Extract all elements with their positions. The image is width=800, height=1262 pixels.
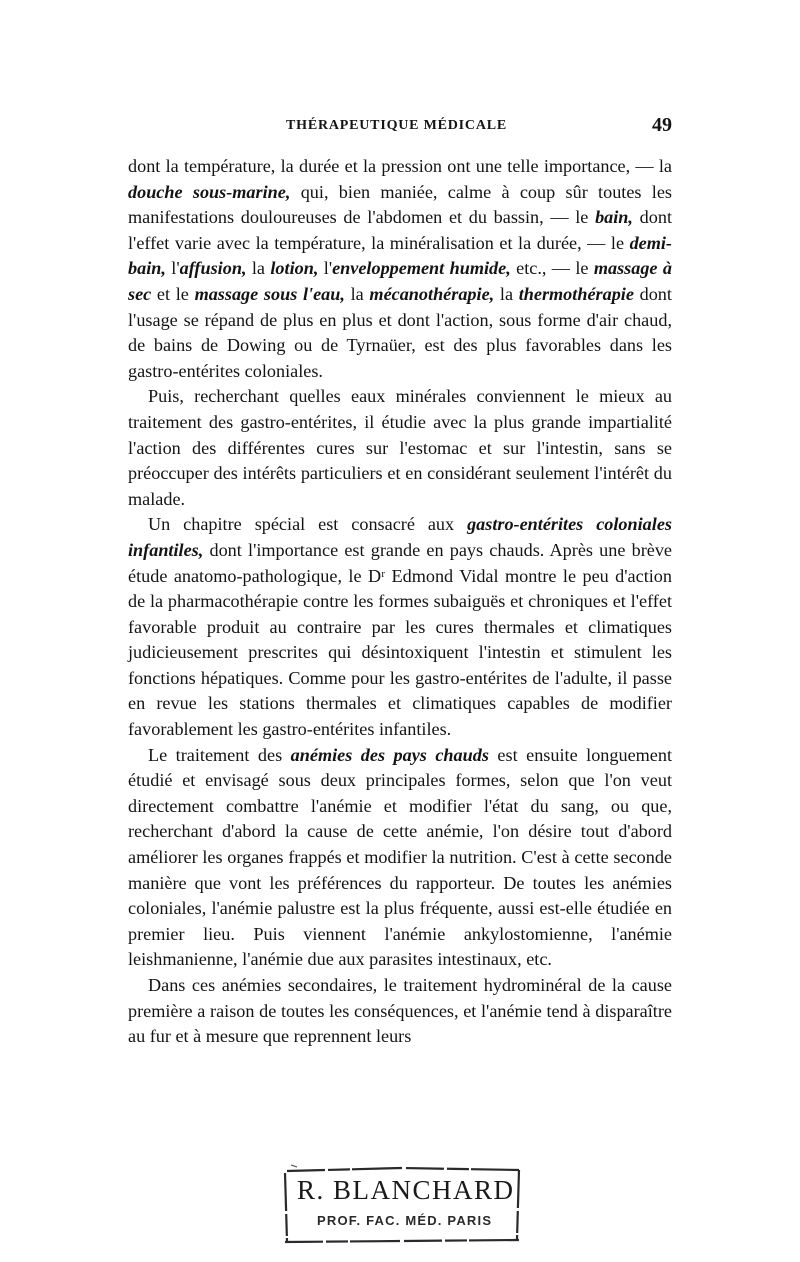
stamp-name: R. BLANCHARD <box>297 1175 515 1205</box>
text-run: dont l'effet varie avec la température, la minéralisation et la durée, — le <box>128 207 672 253</box>
paragraph <box>128 512 672 742</box>
italic-term: gastro-entérites coloniales infantiles, <box>128 514 672 560</box>
stamp-title: PROF. FAC. MÉD. PARIS <box>317 1213 493 1228</box>
page-header <box>128 116 676 140</box>
text-run: Le traitement des <box>148 744 291 765</box>
italic-term: affusion, <box>179 258 247 279</box>
italic-term: thermothérapie <box>518 283 634 304</box>
italic-term: lotion, <box>270 258 319 279</box>
text-run: etc., — le <box>510 258 594 279</box>
text-run: qui, bien maniée, calme à coup sûr toutes les manifestations douloureuses de l'abdomen et du bassin, — le <box>128 181 672 228</box>
italic-term: mécanothérapie, <box>369 283 495 304</box>
text-run: la <box>494 283 519 304</box>
library-stamp <box>281 1163 523 1245</box>
text-run: dont l'usage se répand de plus en plus et dont l'action, sous forme d'air chaud, de bains de Dowing ou de Tyrnaüer, est des plus favorables dans les gastro-entérites coloniales. <box>128 283 672 381</box>
paragraph <box>128 154 672 384</box>
paragraph <box>128 973 672 1050</box>
italic-term: massage sous l'eau, <box>194 283 345 304</box>
text-run: dont l'importance est grande en pays chauds. Après une brève étude anatomo-pathologique, le Dʳ Edmond Vidal montre le peu d'action de la pharmacothérapie contre les formes subaiguës et chroniques et l'effet favorable produit au contraire par les cures thermales et climatiques judicieusement prescrites qui désintoxiquent l'intestin et stimulent les fonctions hépatiques. Comme pour les gastro-entérites de l'adulte, il passe en revue les stations thermales et climatiques capables de modifier favorablement les gastro-entérites infantiles. <box>128 539 672 740</box>
text-run: Un chapitre spécial est consacré aux <box>148 514 468 535</box>
text-run: dont la température, la durée et la pression ont une telle importance, — la <box>128 156 672 176</box>
italic-term: enveloppement humide, <box>332 258 511 279</box>
text-run: Dans ces anémies secondaires, le traitement hydrominéral de la cause première a raison de toutes les conséquences, et l'anémie tend à disparaître au fur et à mesure que reprennent leurs <box>128 975 672 1047</box>
text-run: la <box>246 258 271 279</box>
page-number: 49 <box>652 114 672 136</box>
text-run: et le <box>151 283 195 304</box>
text-run: l' <box>165 258 180 279</box>
text-run: la <box>344 283 370 304</box>
body-text <box>128 154 672 1050</box>
italic-term: massage à sec <box>128 258 672 304</box>
text-run: l' <box>318 258 333 279</box>
paragraph <box>128 743 672 973</box>
running-title: THÉRAPEUTIQUE MÉDICALE <box>286 118 508 133</box>
text-run: Puis, recherchant quelles eaux minérales conviennent le mieux au traitement des gastro-entérites, il étudie avec la plus grande impartialité l'action des différentes cures sur l'estomac et sur l'intestin, sans se préoccuper des intérêts particuliers et en considérant seulement l'intérêt du malade. <box>128 386 672 509</box>
italic-term: anémies des pays chauds <box>290 744 489 765</box>
italic-term: douche sous-marine, <box>128 181 291 202</box>
italic-term: bain, <box>595 207 633 228</box>
italic-term: demi-bain, <box>128 232 672 279</box>
paragraph <box>128 384 672 512</box>
text-run: est ensuite longuement étudié et envisagé sous deux principales formes, selon que l'on veut directement combattre l'anémie et modifier l'état du sang, ou que, recherchant d'abord la cause de cette anémie, l'on désire tout d'abord améliorer les organes frappés et modifier la nutrition. C'est à cette seconde manière que vont les préférences du rapporteur. De toutes les anémies coloniales, l'anémie palustre est la plus fréquente, aussi est-elle étudiée en premier lieu. Puis viennent l'anémie ankylostomienne, l'anémie leishmanienne, l'anémie due aux parasites intestinaux, etc. <box>128 744 673 970</box>
